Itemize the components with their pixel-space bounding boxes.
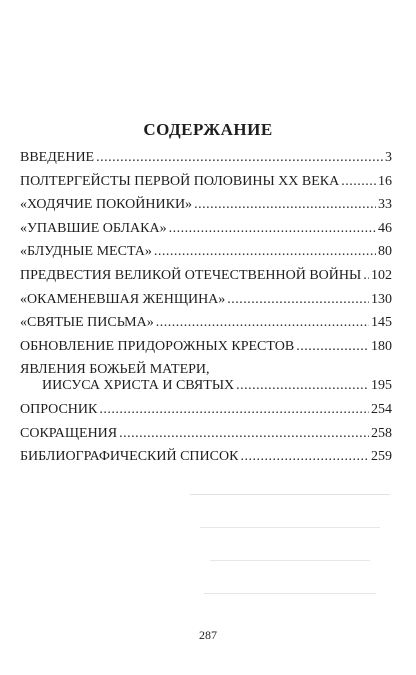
toc-entry-title: ПОЛТЕРГЕЙСТЫ ПЕРВОЙ ПОЛОВИНЫ XX ВЕКА <box>20 173 340 189</box>
dot-leader <box>119 426 369 442</box>
toc-entry-title: «ХОДЯЧИЕ ПОКОЙНИКИ» <box>20 197 193 213</box>
dot-leader <box>240 449 369 465</box>
page-number: 287 <box>199 628 217 642</box>
toc-entry-title: «БЛУДНЫЕ МЕСТА» <box>20 244 152 260</box>
toc-entry-title: «УПАВШИЕ ОБЛАКА» <box>20 220 167 236</box>
dot-leader <box>341 174 376 190</box>
toc-entry-title: ОБНОВЛЕНИЕ ПРИДОРОЖНЫХ КРЕСТОВ <box>20 338 295 354</box>
toc-entry-page: 130 <box>371 291 392 307</box>
toc-entry-title: ОПРОСНИК <box>20 401 98 417</box>
toc-entry-page: 259 <box>371 449 392 465</box>
dot-leader <box>363 268 369 284</box>
dot-leader <box>227 292 369 308</box>
toc-entry-page: 46 <box>378 220 392 236</box>
dot-leader <box>296 339 369 355</box>
dot-leader <box>99 402 369 418</box>
toc-entry[interactable] <box>20 339 392 355</box>
toc-entry[interactable] <box>20 244 392 260</box>
dot-leader <box>154 244 376 260</box>
toc-entry-title: «ОКАМЕНЕВШАЯ ЖЕНЩИНА» <box>20 291 226 307</box>
toc-entry[interactable] <box>20 449 392 465</box>
table-of-contents <box>20 150 392 473</box>
toc-entry-page: 145 <box>371 315 392 331</box>
toc-entry-title: «СВЯТЫЕ ПИСЬМА» <box>20 315 154 331</box>
toc-entry-title-line2: ИИСУСА ХРИСТА И СВЯТЫХ <box>42 378 235 394</box>
toc-entry-title: СОКРАЩЕНИЯ <box>20 425 118 441</box>
toc-entry[interactable] <box>20 150 392 166</box>
show-through-block <box>190 470 390 550</box>
toc-entry-page: 180 <box>371 338 392 354</box>
toc-entry[interactable] <box>20 221 392 237</box>
dot-leader <box>96 150 383 166</box>
dot-leader <box>194 197 376 213</box>
toc-entry[interactable] <box>20 197 392 213</box>
toc-entry-title: БИБЛИОГРАФИЧЕСКИЙ СПИСОК <box>20 449 239 465</box>
toc-entry-page: 258 <box>371 425 392 441</box>
toc-entry[interactable] <box>20 402 392 418</box>
toc-entry-page: 33 <box>378 197 392 213</box>
dot-leader <box>169 221 376 237</box>
dot-leader <box>156 315 369 331</box>
toc-entry-page: 3 <box>385 150 392 165</box>
dot-leader <box>236 378 369 394</box>
toc-entry-title-line1: ЯВЛЕНИЯ БОЖЬЕЙ МАТЕРИ, <box>20 362 210 378</box>
toc-entry-page: 195 <box>371 378 392 394</box>
toc-entry-title: ПРЕДВЕСТИЯ ВЕЛИКОЙ ОТЕЧЕСТВЕННОЙ ВОЙНЫ <box>20 267 362 283</box>
toc-entry-page: 16 <box>378 173 392 189</box>
toc-entry[interactable] <box>20 292 392 308</box>
toc-entry[interactable] <box>20 362 392 394</box>
toc-entry[interactable] <box>20 174 392 190</box>
toc-entry-page: 254 <box>371 401 392 417</box>
toc-entry[interactable] <box>20 315 392 331</box>
contents-heading: СОДЕРЖАНИЕ <box>143 120 273 139</box>
toc-entry-title: ВВЕДЕНИЕ <box>20 150 95 165</box>
toc-entry[interactable] <box>20 426 392 442</box>
toc-entry[interactable] <box>20 268 392 284</box>
toc-entry-page: 102 <box>371 267 392 283</box>
toc-entry-page: 80 <box>378 244 392 260</box>
